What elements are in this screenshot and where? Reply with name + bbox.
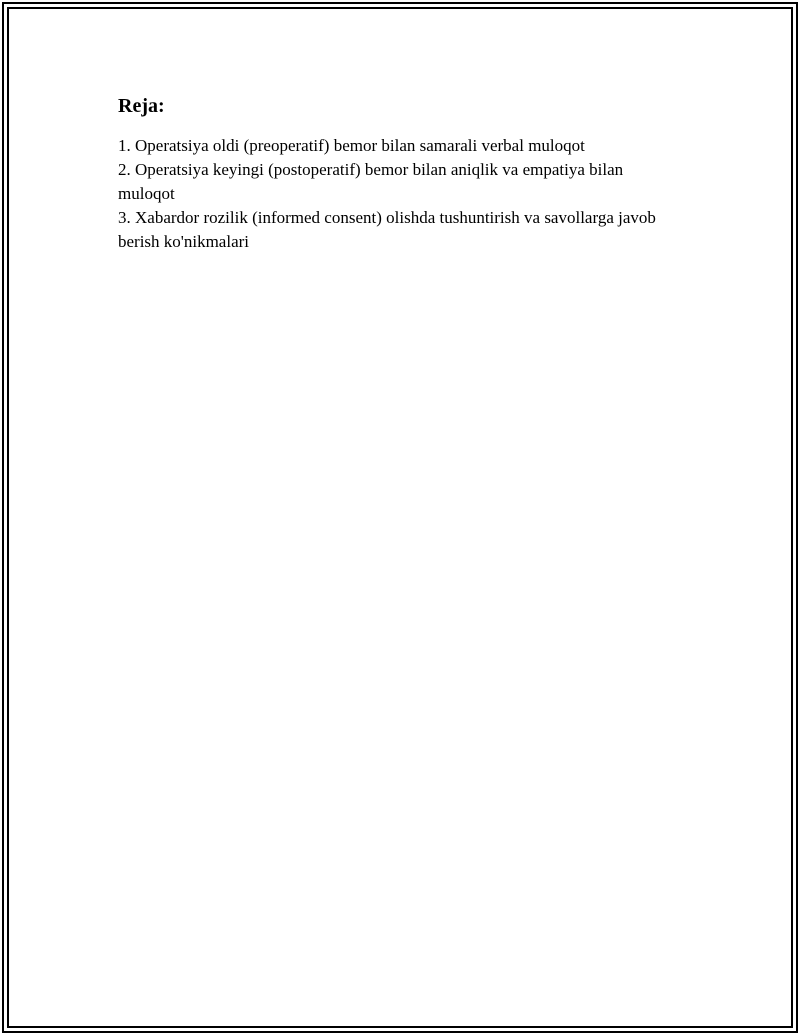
plan-item-3: 3. Xabardor rozilik (informed consent) olishda tushuntirish va savollarga javob berish ko'nikmalari xyxy=(118,208,656,251)
plan-item-1: 1. Operatsiya oldi (preoperatif) bemor bilan samarali verbal muloqot xyxy=(118,136,585,155)
plan-item-2: 2. Operatsiya keyingi (postoperatif) bemor bilan aniqlik va empatiya bilan muloqot xyxy=(118,160,624,203)
document-content xyxy=(118,92,678,254)
plan-list xyxy=(118,134,678,254)
plan-heading: Reja: xyxy=(118,95,165,117)
